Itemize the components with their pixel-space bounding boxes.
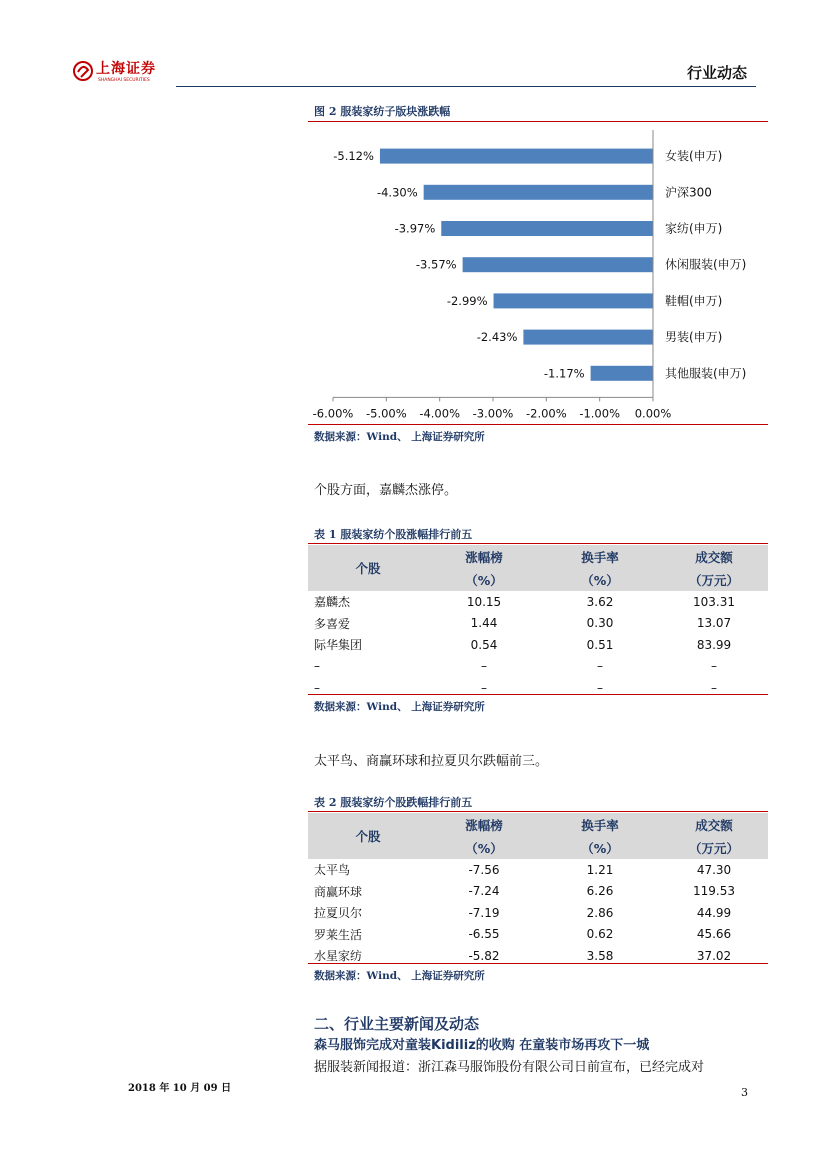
table2-bottom-rule — [308, 963, 768, 964]
data-label-1: -4.30% — [376, 185, 418, 200]
table2 — [308, 813, 768, 967]
table1-row — [308, 677, 768, 699]
bar-0 — [380, 149, 653, 164]
table2-cell: 水星家纺 — [314, 949, 363, 964]
table1-header-change: 涨幅榜 — [428, 545, 540, 568]
data-label-2: -3.97% — [394, 221, 436, 236]
table2-cell: -7.24 — [468, 884, 500, 899]
table1-cell: 际华集团 — [314, 638, 363, 653]
bar-2 — [441, 221, 653, 236]
x-tick-label-0: -6.00% — [312, 406, 354, 421]
bar-1 — [424, 185, 653, 200]
table2-cell: 商赢环球 — [314, 884, 363, 899]
table2-cell: -7.56 — [468, 862, 500, 877]
figure-source: 数据来源：Wind、 上海证券研究所 — [314, 431, 485, 443]
table2-header-stock: 个股 — [308, 813, 428, 859]
news-body: 据服装新闻报道：浙江森马服饰股份有限公司日前宣布，已经完成对 — [314, 1060, 705, 1075]
bar-4 — [494, 293, 653, 308]
table1-cell: 0.51 — [586, 637, 614, 652]
table2-cell: 44.99 — [696, 905, 732, 920]
table1-unit-turnover: （%） — [540, 568, 660, 591]
table1-row — [308, 656, 768, 678]
data-label-3: -3.57% — [415, 257, 457, 272]
table2-top-rule — [308, 811, 768, 812]
data-label-5: -2.43% — [476, 330, 518, 345]
bar-3 — [463, 257, 653, 272]
x-tick-label-4: -2.00% — [525, 406, 567, 421]
table2-source: 数据来源：Wind、 上海证券研究所 — [314, 970, 485, 982]
table2-cell: 太平鸟 — [314, 863, 351, 878]
table1-cell: 1.44 — [470, 616, 498, 631]
table2-cell: 45.66 — [696, 927, 732, 942]
table1-cell: – — [711, 659, 717, 674]
table1-cell: 13.07 — [696, 616, 732, 631]
x-tick-label-5: -1.00% — [579, 406, 621, 421]
category-label-1: 沪深300 — [665, 185, 712, 200]
header-section-title: 行业动态 — [686, 64, 747, 82]
section-title: 二、行业主要新闻及动态 — [314, 1015, 480, 1033]
category-label-4: 鞋帽(申万) — [665, 293, 723, 308]
table2-unit-change: （%） — [428, 836, 540, 859]
table2-cell: -5.82 — [468, 948, 500, 963]
table1-header-volume: 成交额 — [660, 545, 768, 568]
table2-cell: 47.30 — [696, 862, 732, 877]
bar-chart — [308, 128, 768, 428]
table1-source: 数据来源：Wind、 上海证券研究所 — [314, 701, 485, 713]
table2-cell: 1.21 — [586, 862, 614, 877]
table1-cell: 多喜爱 — [314, 616, 351, 631]
table1-cell: – — [481, 680, 487, 695]
table1-cell: – — [597, 680, 603, 695]
paragraph-2: 太平鸟、商赢环球和拉夏贝尔跌幅前三。 — [314, 754, 549, 769]
table1-header-stock: 个股 — [308, 545, 428, 591]
table2-row — [308, 881, 768, 903]
x-tick-label-2: -4.00% — [419, 406, 461, 421]
table2-caption: 表 2 服装家纺个股跌幅排行前五 — [314, 796, 473, 809]
table2-row — [308, 902, 768, 924]
bar-5 — [523, 330, 653, 345]
table1-bottom-rule — [308, 694, 768, 695]
table2-cell: 罗莱生活 — [314, 927, 363, 942]
table2-header-change: 涨幅榜 — [428, 813, 540, 836]
table2-cell: 0.62 — [586, 927, 614, 942]
x-tick-label-1: -5.00% — [365, 406, 407, 421]
table1-cell: – — [314, 659, 320, 674]
table1-caption: 表 1 服装家纺个股涨幅排行前五 — [314, 528, 473, 541]
table2-row — [308, 924, 768, 946]
table2-cell: 119.53 — [693, 884, 735, 899]
bar-6 — [591, 366, 653, 381]
table2-row — [308, 859, 768, 881]
table1-cell: 10.15 — [466, 594, 502, 609]
page-number: 3 — [741, 1086, 748, 1099]
table1-cell: 3.62 — [586, 594, 614, 609]
table1-cell: 0.30 — [586, 616, 614, 631]
table1-cell: 0.54 — [470, 637, 498, 652]
table2-cell: 2.86 — [586, 905, 614, 920]
table1-unit-volume: （万元） — [660, 568, 768, 591]
table1-cell: – — [711, 680, 717, 695]
table2-cell: 拉夏贝尔 — [314, 906, 363, 921]
table1-cell: 103.31 — [693, 594, 735, 609]
data-label-4: -2.99% — [446, 293, 488, 308]
table2-cell: 6.26 — [586, 884, 614, 899]
news-title: 森马服饰完成对童装Kidiliz的收购 在童装市场再攻下一城 — [314, 1038, 650, 1053]
data-label-6: -1.17% — [543, 366, 585, 381]
table1-row — [308, 613, 768, 635]
figure-caption: 图 2 服装家纺子版块涨跌幅 — [314, 105, 451, 118]
category-label-0: 女装(申万) — [665, 149, 723, 164]
table2-cell: -6.55 — [468, 927, 500, 942]
table2-header-turnover: 换手率 — [540, 813, 660, 836]
table1-cell: – — [597, 659, 603, 674]
figure-top-rule — [308, 121, 768, 122]
figure-bottom-rule — [308, 424, 768, 425]
company-logo — [72, 60, 167, 88]
table1-cell: – — [314, 680, 320, 695]
category-label-3: 休闲服装(申万) — [665, 257, 747, 272]
x-tick-label-6: 0.00% — [634, 406, 672, 421]
x-tick-label-3: -3.00% — [472, 406, 514, 421]
table1-row — [308, 634, 768, 656]
table1-header-row — [308, 545, 768, 568]
table1-cell: – — [481, 659, 487, 674]
table2-cell: 3.58 — [586, 948, 614, 963]
header-divider — [176, 86, 756, 87]
category-label-5: 男装(申万) — [665, 330, 723, 345]
category-label-2: 家纺(申万) — [665, 221, 723, 236]
logo-text: 上海证券 — [96, 61, 156, 77]
footer-date: 2018 年 10 月 09 日 — [128, 1083, 232, 1094]
table2-header-volume: 成交额 — [660, 813, 768, 836]
table1-top-rule — [308, 543, 768, 544]
table1-cell: 83.99 — [696, 637, 732, 652]
table1 — [308, 545, 768, 699]
table1-unit-change: （%） — [428, 568, 540, 591]
table2-unit-turnover: （%） — [540, 836, 660, 859]
table1-cell: 嘉麟杰 — [314, 595, 351, 610]
table2-cell: 37.02 — [696, 948, 732, 963]
table1-row — [308, 591, 768, 613]
table1-header-turnover: 换手率 — [540, 545, 660, 568]
table2-unit-volume: （万元） — [660, 836, 768, 859]
category-label-6: 其他服装(申万) — [665, 366, 747, 381]
paragraph-1: 个股方面，嘉麟杰涨停。 — [314, 483, 458, 498]
data-label-0: -5.12% — [333, 149, 374, 164]
chart-category-labels — [665, 148, 746, 380]
table2-cell: -7.19 — [468, 905, 500, 920]
logo-subtext: SHANGHAI SECURITIES — [98, 78, 150, 83]
table2-header-row — [308, 813, 768, 836]
